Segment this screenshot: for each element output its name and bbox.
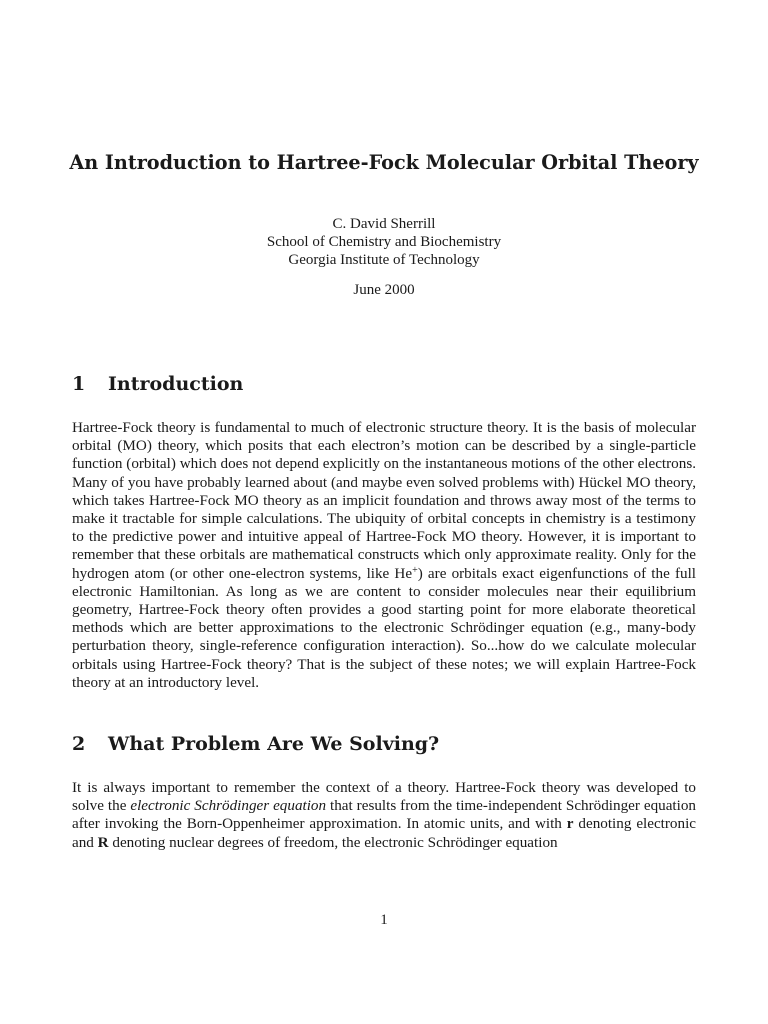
paragraph-text: ) are orbitals exact eigenfunctions of the full electronic Hamiltonian. As long as we are content to consider molecules near their equilibrium geometry, Hartree-Fock theory often provides a good starting point for more elaborate theoretical methods which are better approximations to the electronic Schrödinger equation (e.g., many-body perturbation theory, single-reference configuration interaction). So...how do we calculate molecular orbitals using Hartree-Fock theory? That is the subject of these notes; we will explain Hartree-Fock theory at an introductory level. <box>72 564 696 691</box>
section-title: Introduction <box>108 373 244 395</box>
author-institution: Georgia Institute of Technology <box>288 252 480 268</box>
italic-term: electronic Schrödinger equation <box>130 797 327 815</box>
paragraph-text: denoting electronic and <box>72 815 696 851</box>
paragraph-text: It is always important to remember the context of a theory. Hartree-Fock theory was developed to solve the <box>72 779 696 815</box>
author-affiliation: School of Chemistry and Biochemistry <box>266 234 502 250</box>
section-heading-problem <box>72 733 696 755</box>
section-heading-introduction <box>72 373 696 395</box>
introduction-paragraph <box>72 419 696 692</box>
publication-date: June 2000 <box>353 282 415 298</box>
section-title: What Problem Are We Solving? <box>108 733 440 755</box>
problem-paragraph <box>72 779 696 852</box>
paragraph-text: Hartree-Fock theory is fundamental to much of electronic structure theory. It is the basis of molecular orbital (MO) theory, which posits that each electron’s motion can be described by a single-particle function (orbital) which does not depend explicitly on the instantaneous motions of the other electrons. Many of you have probably learned about (and maybe even solved problems with) Hückel MO theory, which takes Hartree-Fock MO theory as an implicit foundation and throws away most of the terms to make it tractable for simple calculations. The ubiquity of orbital concepts in chemistry is a testimony to the predictive power and intuitive appeal of Hartree-Fock MO theory. However, it is important to remember that these orbitals are mathematical constructs which only approximate reality. Only for the hydrogen atom (or other one-electron systems, like He <box>72 419 696 582</box>
paragraph-text: that results from the time-independent Schrödinger equation after invoking the Born-Oppenheimer approximation. In atomic units, and with <box>72 797 696 833</box>
superscript-plus: + <box>412 564 418 576</box>
section-number: 1 <box>72 373 86 395</box>
page-number: 1 <box>380 912 388 928</box>
section-number: 2 <box>72 733 86 755</box>
bold-symbol-r: r <box>566 815 574 833</box>
author-name: C. David Sherrill <box>332 216 436 232</box>
paragraph-text: denoting nuclear degrees of freedom, the electronic Schrödinger equation <box>108 833 558 851</box>
bold-symbol-R: R <box>97 833 109 851</box>
paper-title: An Introduction to Hartree-Fock Molecular Orbital Theory <box>69 151 699 174</box>
